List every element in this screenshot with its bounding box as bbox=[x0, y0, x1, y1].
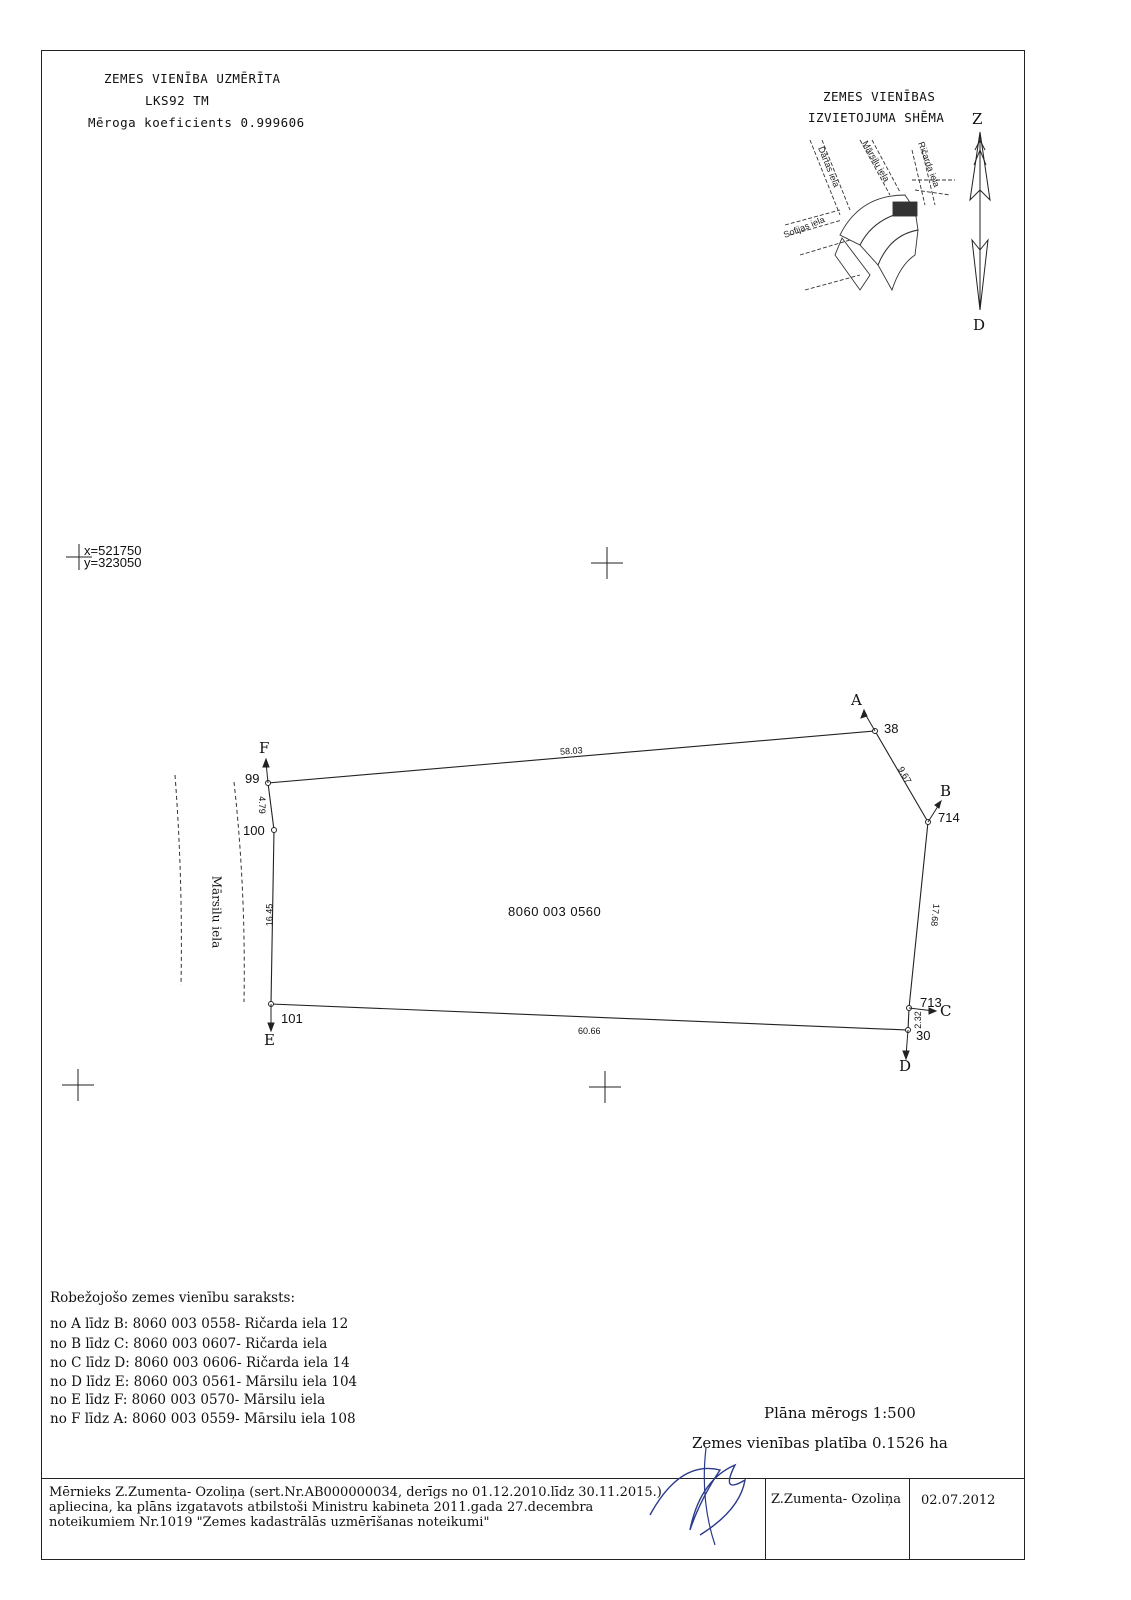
scheme-street-label: Dārtas iela bbox=[816, 145, 842, 189]
scheme-title2: IZVIETOJUMA SHĒMA bbox=[808, 110, 945, 125]
street-label: Mārsilu iela bbox=[209, 875, 224, 949]
distance-AB: 9.67 bbox=[896, 764, 914, 786]
distance-E100: 16.45 bbox=[264, 903, 275, 927]
direction-arrows bbox=[263, 710, 941, 1059]
dir-E: E bbox=[264, 1031, 275, 1049]
surveyor-name: Z.Zumenta- Ozoliņa bbox=[771, 1492, 902, 1507]
plan-scale: Plāna mērogs 1:500 bbox=[764, 1404, 916, 1422]
footer-divider bbox=[765, 1479, 766, 1559]
cert-line1: Mērnieks Z.Zumenta- Ozoliņa (sert.Nr.AB000000034, derīgs no 01.12.2010.līdz 30.11.2015.) bbox=[49, 1485, 662, 1500]
neighbor-item: no F līdz A: 8060 003 0559- Mārsilu iela 108 bbox=[50, 1411, 356, 1427]
header-line1: ZEMES VIENĪBA UZMĒRĪTA bbox=[104, 71, 281, 86]
location-scheme-blocks bbox=[835, 195, 918, 290]
point-100-number: 100 bbox=[243, 823, 265, 838]
header-line2: LKS92 TM bbox=[145, 93, 210, 108]
scheme-street-label: Ričarda iela bbox=[916, 140, 942, 189]
area: Zemes vienības platība 0.1526 ha bbox=[692, 1434, 948, 1452]
neighbors-title: Robežojošo zemes vienību saraksts: bbox=[50, 1290, 295, 1306]
distance-DE: 60.66 bbox=[578, 1026, 601, 1036]
point-E-number: 101 bbox=[281, 1011, 303, 1026]
point-B-number: 714 bbox=[938, 810, 960, 825]
header-line3: Mēroga koeficients 0.999606 bbox=[88, 115, 305, 130]
distance-F100: 4.79 bbox=[256, 796, 267, 814]
footer bbox=[41, 1478, 1025, 1560]
grid-crosses bbox=[62, 544, 623, 1103]
dir-D: D bbox=[899, 1057, 912, 1075]
north-arrow-icon bbox=[970, 132, 990, 310]
neighbor-item: no B līdz C: 8060 003 0607- Ričarda iela bbox=[50, 1336, 328, 1352]
boundary-points bbox=[266, 729, 931, 1033]
south-label: D bbox=[973, 316, 986, 334]
point-D-number: 30 bbox=[916, 1028, 931, 1043]
dir-B: B bbox=[940, 782, 952, 800]
scheme-street-label: Mārsilu iela bbox=[860, 139, 892, 184]
cert-line3: noteikumiem Nr.1019 "Zemes kadastrālās uzmērīšanas noteikumi" bbox=[49, 1515, 490, 1530]
footer-divider bbox=[909, 1479, 910, 1559]
dir-F: F bbox=[259, 739, 270, 757]
scheme-street-label: Sofijas iela bbox=[782, 214, 827, 240]
distance-CD: 2.32 bbox=[912, 1011, 923, 1029]
point-F-number: 99 bbox=[245, 771, 260, 786]
neighbor-item: no E līdz F: 8060 003 0570- Mārsilu iela bbox=[50, 1392, 326, 1408]
cert-line2: apliecina, ka plāns izgatavots atbilstoši Ministru kabineta 2011.gada 27.decembra bbox=[49, 1500, 594, 1515]
neighbor-item: no D līdz E: 8060 003 0561- Mārsilu iela 104 bbox=[50, 1374, 358, 1390]
date: 02.07.2012 bbox=[921, 1493, 996, 1508]
neighbor-item: no C līdz D: 8060 003 0606- Ričarda iela 14 bbox=[50, 1355, 350, 1371]
neighbor-item: no A līdz B: 8060 003 0558- Ričarda iela 12 bbox=[50, 1316, 349, 1332]
parcel-id: 8060 003 0560 bbox=[508, 904, 602, 919]
coord-y: y=323050 bbox=[84, 555, 142, 570]
dir-C: C bbox=[940, 1002, 952, 1020]
distance-BC: 17.68 bbox=[929, 903, 942, 927]
dir-A: A bbox=[851, 691, 862, 709]
certification-text bbox=[49, 1485, 662, 1530]
point-A-number: 38 bbox=[884, 721, 899, 736]
north-label: Z bbox=[972, 110, 983, 128]
coord-x: x=521750 bbox=[84, 543, 142, 558]
point-C-number: 713 bbox=[920, 995, 942, 1010]
parcel-boundary bbox=[268, 731, 928, 1030]
boundary-point bbox=[272, 828, 277, 833]
distance-FA: 58.03 bbox=[559, 745, 583, 757]
scheme-title1: ZEMES VIENĪBAS bbox=[823, 89, 936, 104]
